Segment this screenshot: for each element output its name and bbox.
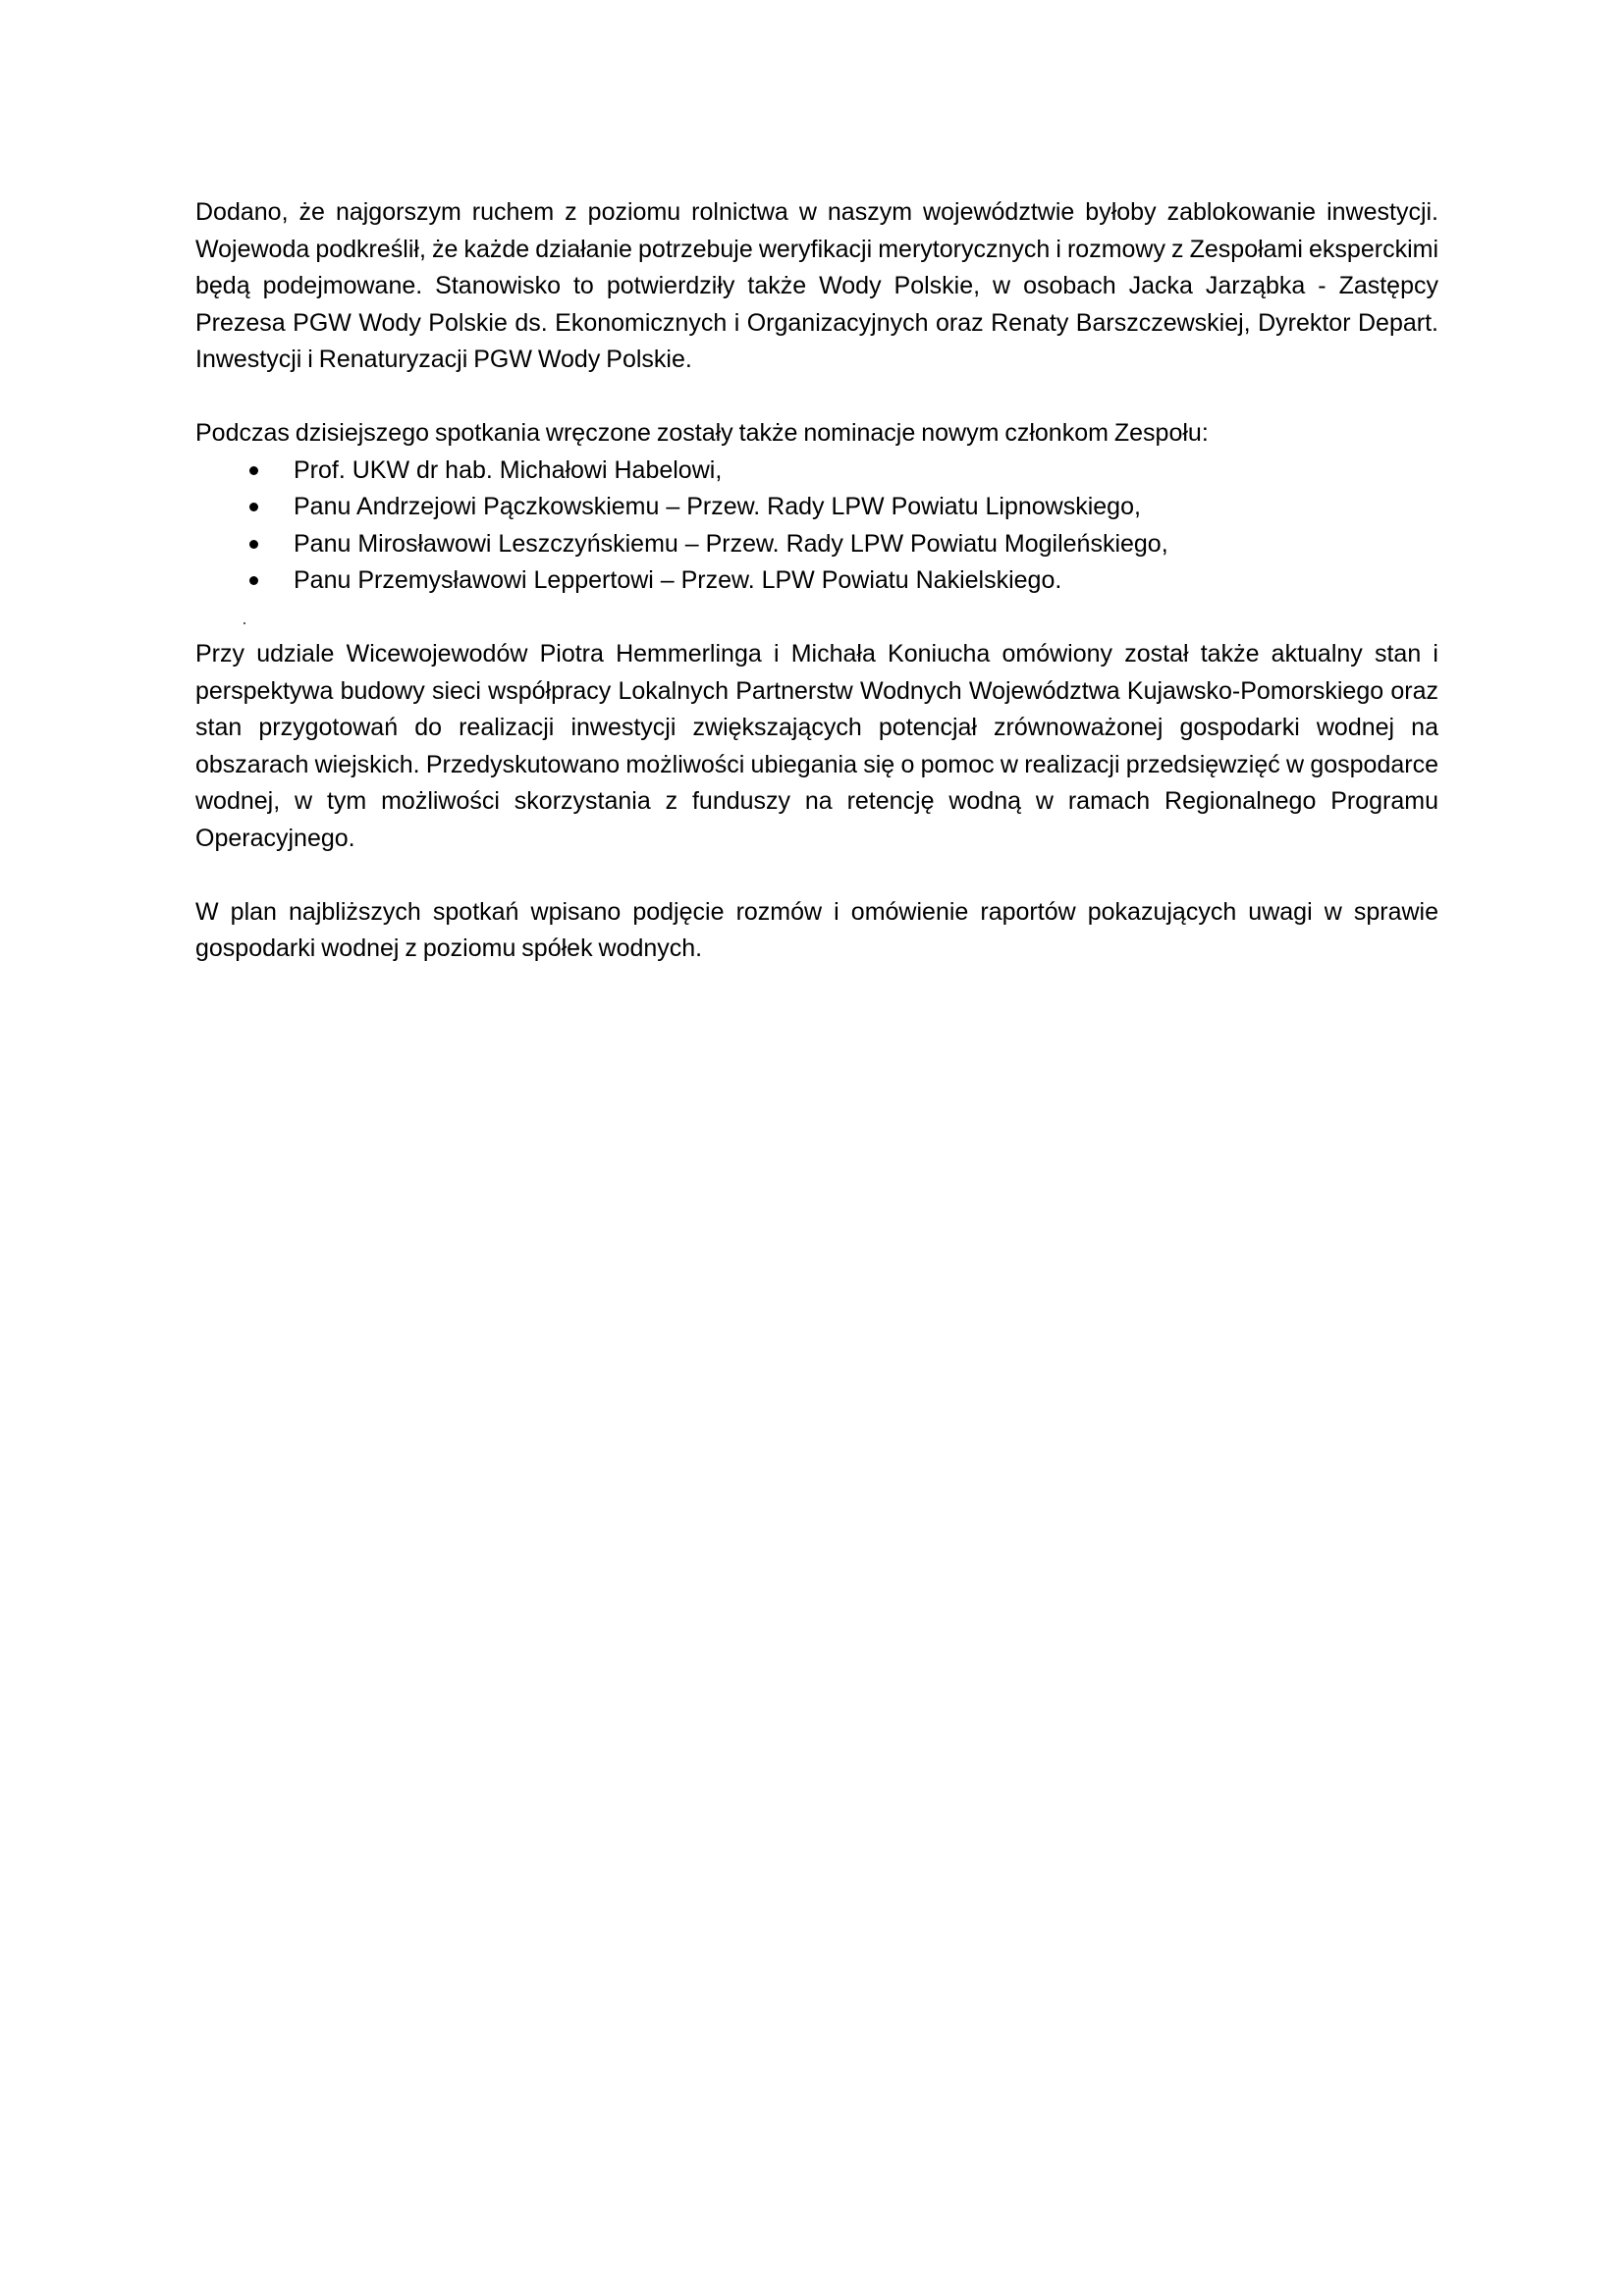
nominee-name: Prof. UKW dr hab. Michałowi Habelowi, [294,455,723,484]
nominations-intro: Podczas dzisiejszego spotkania wręczone zostały także nominacje nowym członkom Zespołu: [195,419,1209,447]
document-body [195,194,1438,968]
bullet-icon [249,503,258,511]
list-item [195,526,1438,563]
bullet-icon [249,466,258,475]
nominee-name: Panu Przemysławowi Leppertowi – Przew. LPW Powiatu Nakielskiego. [294,566,1062,594]
paragraph-spacer [195,600,1438,637]
paragraph-investments: Dodano, że najgorszym ruchem z poziomu rolnictwa w naszym województwie byłoby zablokowanie inwestycji. Wojewoda podkreślił, że każde działanie potrzebuje weryfikacji merytorycznych i rozmowy z Zespołami eksperckimi będą podejmowane. Stanowisko to potwierdziły także Wody Polskie, w osobach Jacka Jarząbka - Zastępcy Prezesa PGW Wody Polskie ds. Ekonomicznych i Organizacyjnych oraz Renaty Barszczewskiej, Dyrektor Depart. Inwestycji i Renaturyzacji PGW Wody Polskie. [195,198,1438,373]
paragraph-cooperation: Przy udziale Wicewojewodów Piotra Hemmerlinga i Michała Koniucha omówiony został także aktualny stan i perspektywa budowy sieci współpracy Lokalnych Partnerstw Wodnych Województwa Kujawsko-Pomorskiego oraz stan przygotowań do realizacji inwestycji zwiększających potencjał zrównoważonej gospodarki wodnej na obszarach wiejskich. Przedyskutowano możliwości ubiegania się o pomoc w realizacji przedsięwzięć w gospodarce wodnej, w tym możliwości skorzystania z funduszy na retencję wodną w ramach Regionalnego Programu Operacyjnego. [195,640,1438,852]
paragraph-next-meetings: W plan najbliższych spotkań wpisano podjęcie rozmów i omówienie raportów pokazujących uwagi w sprawie gospodarki wodnej z poziomu spółek wodnych. [195,897,1438,962]
nominee-name: Panu Mirosławowi Leszczyńskiemu – Przew. Rady LPW Powiatu Mogileńskiego, [294,529,1168,558]
paragraph-spacer [195,857,1438,894]
nominees-list [195,453,1438,600]
paragraph-spacer [195,379,1438,416]
bullet-icon [249,540,258,549]
list-item [195,489,1438,526]
bullet-icon [249,576,258,585]
stray-dot-mark [244,622,245,624]
list-item [195,453,1438,490]
list-item [195,562,1438,600]
nominee-name: Panu Andrzejowi Pączkowskiemu – Przew. Rady LPW Powiatu Lipnowskiego, [294,493,1141,520]
